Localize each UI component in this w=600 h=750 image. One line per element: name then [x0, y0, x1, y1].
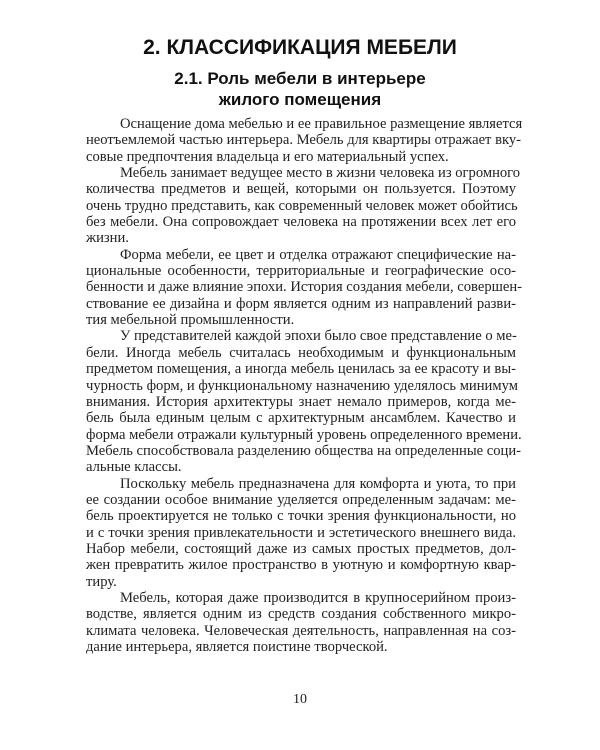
text-line: дание интерьера, является поистине творческой.: [86, 639, 388, 655]
paragraph: [86, 246, 523, 329]
chapter-title: 2. КЛАССИФИКАЦИЯ МЕБЕЛИ: [143, 36, 457, 59]
text-line: бель проектируется не только с точки зрения функциональности, но: [86, 508, 516, 525]
text-line: жизни.: [86, 230, 129, 247]
text-line: водстве, является одним из средств создания собственного микро-: [86, 606, 516, 623]
text-line: Набор мебели, состоящий даже из самых простых предметов, дол-: [86, 540, 516, 557]
text-line: неотъемлемой частью интерьера. Мебель для квартиры отражает вку-: [86, 132, 521, 149]
text-line: Форма мебели, ее цвет и отделка отражают специфические на-: [120, 246, 516, 263]
section-title: [0, 68, 600, 110]
paragraph: [86, 116, 523, 165]
text-line: чурность форм, и функциональному назначению уделялось минимум: [86, 377, 518, 394]
text-line: жен превратить жилое пространство в уютную и комфортную квар-: [86, 557, 516, 574]
text-line: Поскольку мебель предназначена для комфорта и уюта, то при: [120, 475, 516, 492]
text-line: предметом помещения, а иногда мебель ценилась за ее красоту и вы-: [86, 361, 516, 378]
text-line: внимания. История архитектуры знает немало примеров, когда ме-: [86, 393, 516, 410]
text-line: циональные особенности, территориальные и географические осо-: [86, 263, 516, 280]
text-line: и с точки зрения привлекательности и эстетического внешнего вида.: [86, 524, 516, 541]
paragraph: [86, 590, 516, 655]
text-line: ствование ее дизайна и форм является одним из направлений разви-: [86, 295, 516, 312]
text-line: тия мебельной промышленности.: [86, 312, 295, 329]
paragraph: [86, 328, 522, 476]
text-line: без мебели. Она сопровождает человека на протяжении всех лет его: [86, 214, 516, 231]
section-title-line: 2.1. Роль мебели в интерьере: [174, 69, 426, 88]
text-line: Мебель, которая даже производится в крупносерийном произ-: [120, 589, 516, 606]
section-title-line: жилого помещения: [218, 90, 382, 109]
text-line: бенности и даже влияние эпохи. История создания мебели, совершен-: [86, 279, 523, 296]
text-line: форма мебели отражали культурный уровень определенного времени.: [86, 426, 522, 443]
text-line: климата человека. Человеческая деятельность, направленная на соз-: [86, 622, 516, 639]
text-line: Оснащение дома мебелью и ее правильное размещение является: [120, 116, 523, 132]
text-line: Мебель способствовала разделению общества на определенные соци-: [86, 442, 522, 459]
page-number: 10: [293, 692, 307, 707]
paragraph: [86, 476, 516, 590]
body-text: [86, 116, 523, 655]
text-line: тиру.: [86, 573, 117, 590]
text-line: количества предметов и вещей, которыми он пользуется. Поэтому: [86, 181, 516, 198]
text-line: бели. Иногда мебель считалась необходимым и функциональным: [86, 344, 516, 361]
text-line: Мебель занимает ведущее место в жизни человека из огромного: [120, 165, 521, 182]
text-line: совые предпочтения владельца и его материальный успех.: [86, 148, 449, 165]
text-line: ее создании особое внимание уделяется определенным задачам: ме-: [86, 491, 516, 508]
text-line: очень трудно представить, как современный человек может обойтись: [86, 197, 518, 214]
text-line: альные классы.: [86, 459, 182, 476]
paragraph: [86, 165, 521, 247]
text-line: У представителей каждой эпохи было свое представление о ме-: [120, 328, 517, 345]
text-line: бель была единым целым с архитектурным ансамблем. Качество и: [86, 410, 516, 427]
